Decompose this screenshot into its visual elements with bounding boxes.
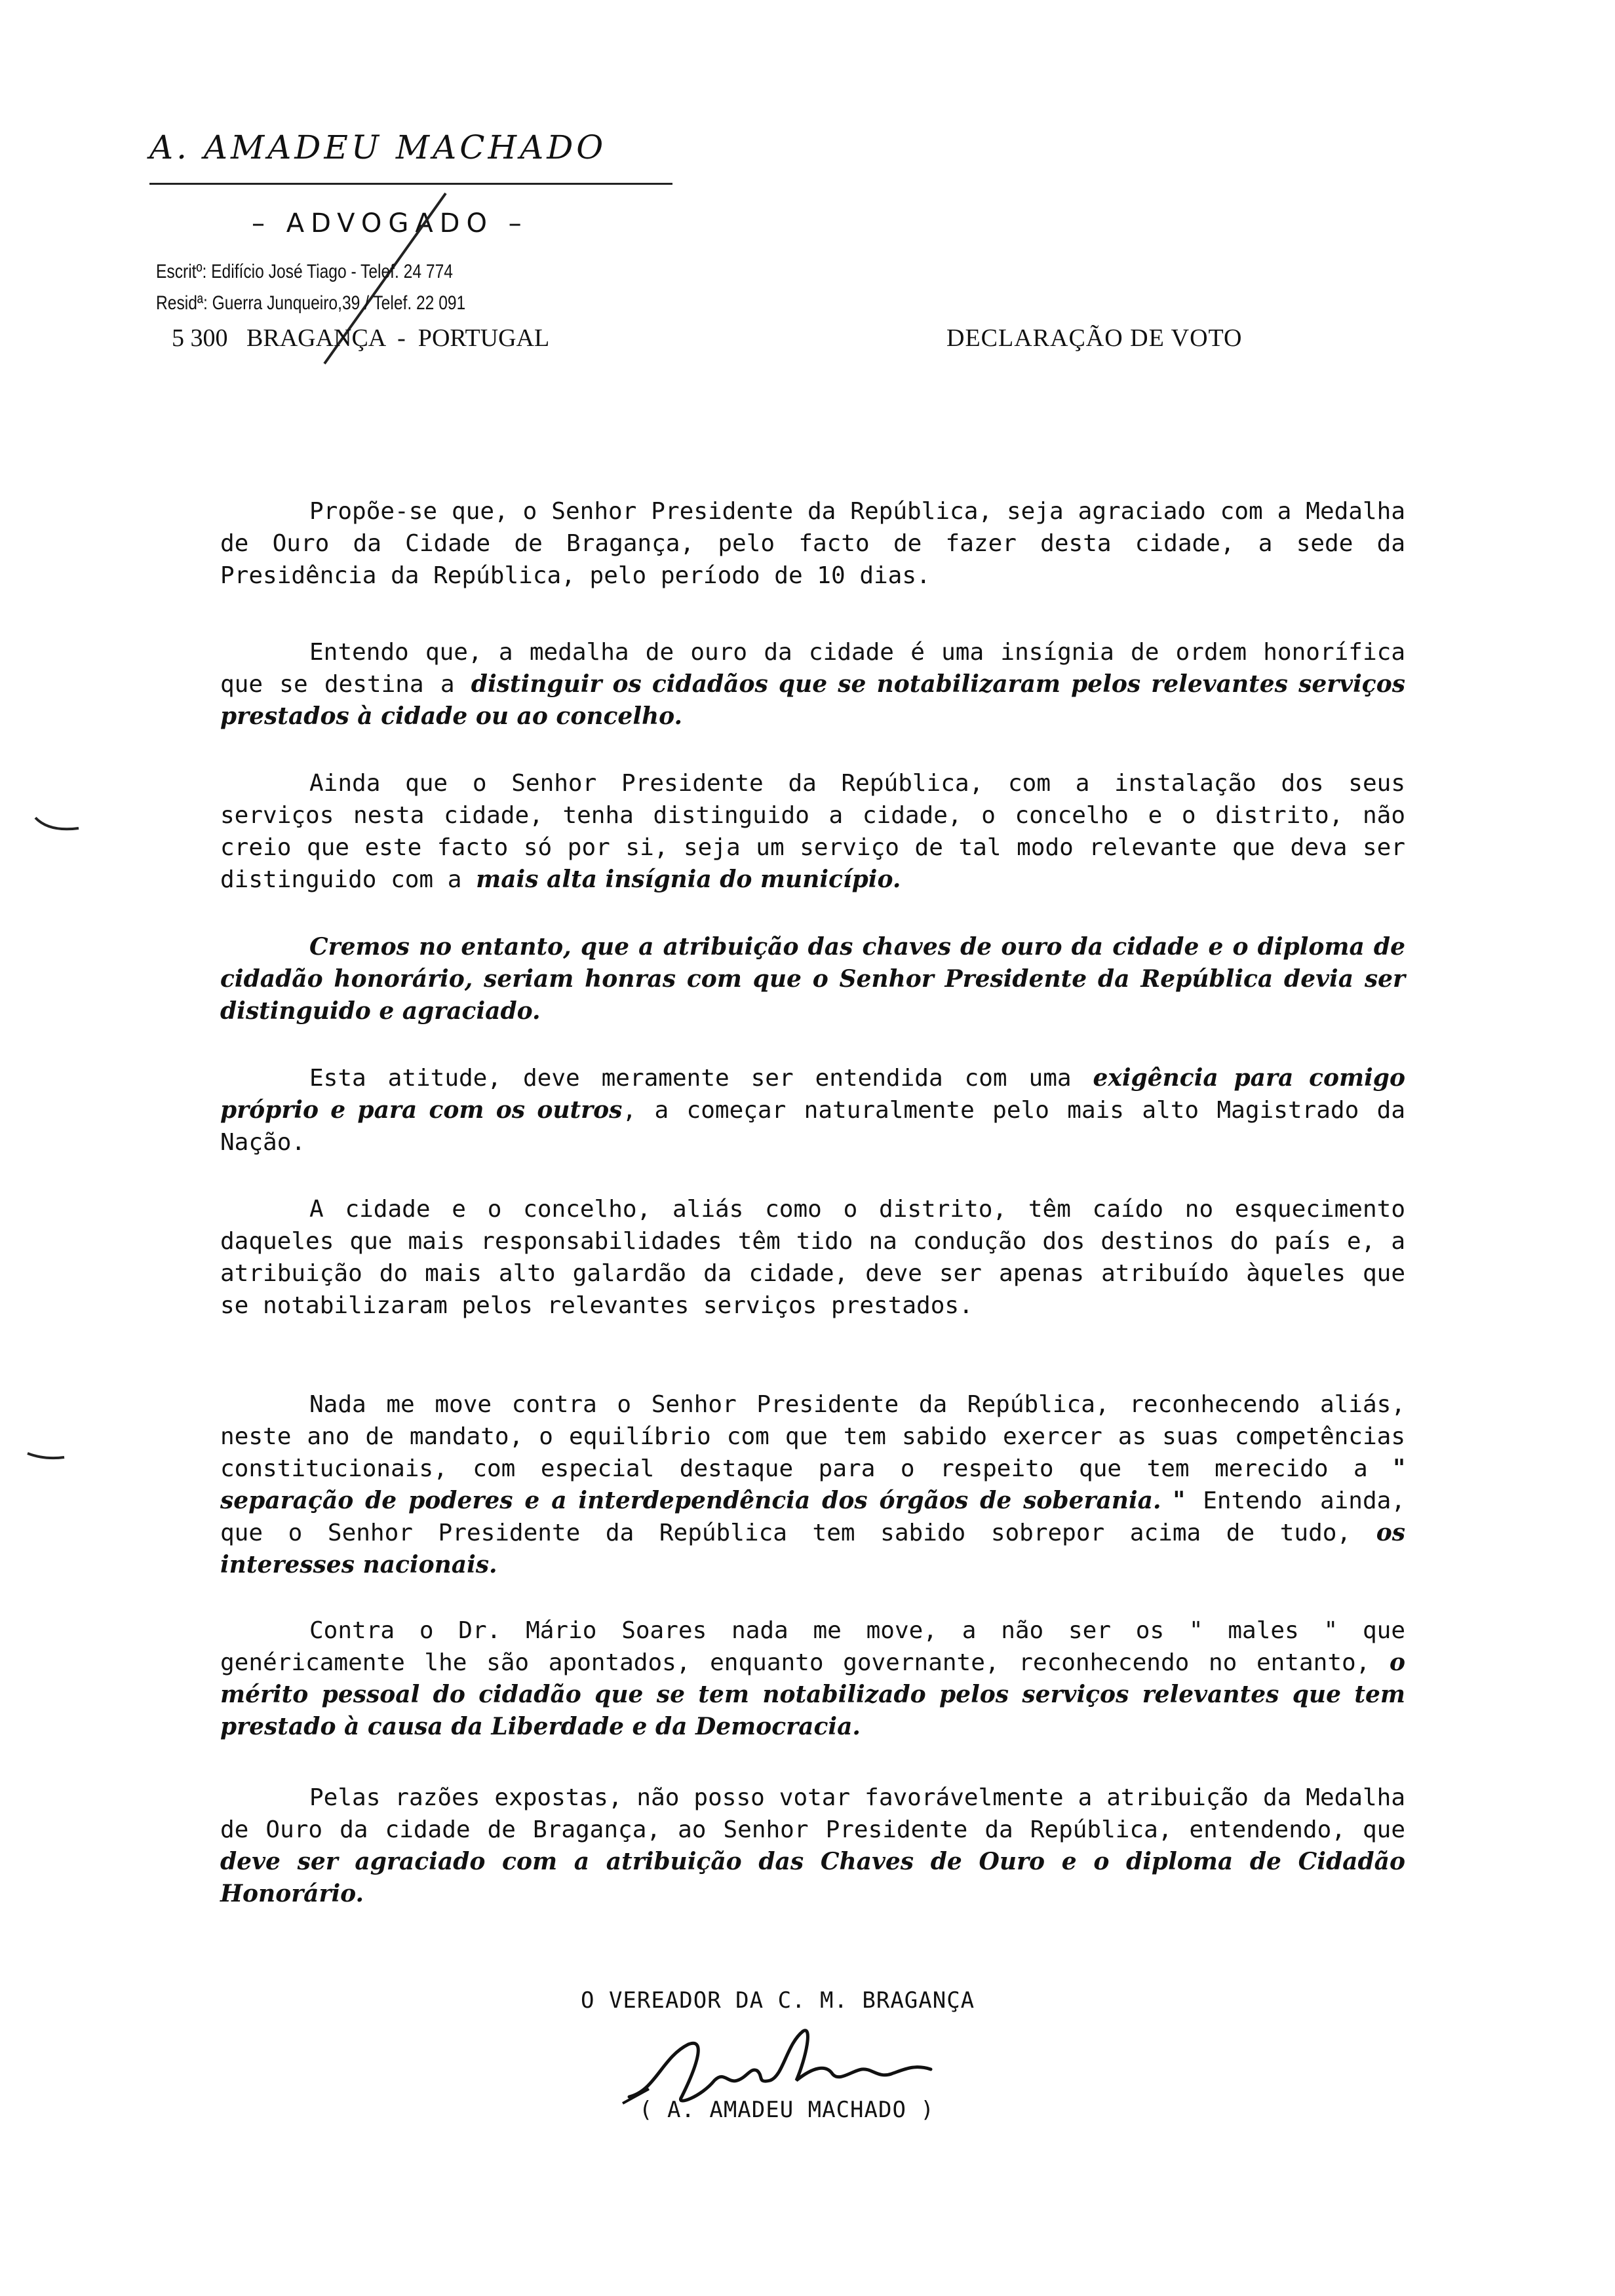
margin-tick-icon: [25, 1442, 77, 1468]
emphasized-text: Cremos no entanto, que a atribuição das chaves de ouro da cidade e o diploma de cidadão honorário, seriam honras com que o Senhor Presidente da República devia ser distinguido e agraciado.: [220, 933, 1405, 1025]
emphasized-text: o mérito pessoal do cidadão que se tem notabilizado pelos serviços relevantes que tem prestado à causa da Liberdade e da Democracia.: [220, 1649, 1405, 1740]
paragraph-5: [220, 1062, 1405, 1158]
letterhead-residence-line: Residª: Guerra Junqueiro,39 / Telef. 22 091: [156, 292, 466, 314]
paragraph-text: , a começar naturalmente pelo mais alto Magistrado da Nação.: [220, 1097, 1405, 1156]
emphasized-text: mais alta insígnia do município.: [476, 866, 901, 893]
emphasized-text: deve ser agraciado com a atribuição das Chaves de Ouro e o diploma de Cidadão Honorário.: [220, 1848, 1405, 1907]
signatory-name: ( A. AMADEU MACHADO ): [639, 2097, 935, 2123]
paragraph-2: [220, 636, 1405, 733]
paragraph-4: [220, 931, 1405, 1027]
margin-tick-icon: [33, 813, 85, 839]
paragraph-7: [220, 1388, 1405, 1581]
paragraph-text: A cidade e o concelho, aliás como o distrito, têm caído no esquecimento daqueles que mais responsabilidades têm tido na condução dos destinos do país e, a atribuição do mais alto galardão da cidade, deve ser apenas atribuído àqueles que se notabilizaram pelos relevantes serviços prestados.: [220, 1196, 1405, 1319]
paragraph-text: Nada me move contra o Senhor Presidente da República, reconhecendo aliás, neste ano de mandato, o equilíbrio com que tem sabido exercer as suas competências constitucionais, com especial destaque para o respeito que tem merecido a: [220, 1391, 1405, 1482]
letterhead-profession: – ADVOGADO –: [252, 208, 528, 239]
paragraph-1: [220, 495, 1405, 592]
paragraph-text: Pelas razões expostas, não posso votar favorávelmente a atribuição da Medalha de Ouro da cidade de Bragança, ao Senhor Presidente da República, entendendo, que: [220, 1784, 1405, 1843]
paragraph-6: [220, 1193, 1405, 1322]
paragraph-text: Esta atitude, deve meramente ser entendida com uma: [309, 1065, 1093, 1092]
letterhead-name: A. AMADEU MACHADO: [149, 128, 607, 166]
paragraph-8: [220, 1615, 1405, 1743]
letterhead-office-line: Escritº: Edifício José Tiago - Telef. 24 774: [156, 261, 453, 282]
paragraph-text: Contra o Dr. Mário Soares nada me move, a não ser os " males " que genéricamente lhe são apontados, enquanto governante, reconhecendo no entanto,: [220, 1617, 1405, 1676]
paragraph-text: Entendo que, a medalha de ouro da cidade é uma insígnia de ordem honorífica que se destina a: [220, 639, 1405, 698]
paragraph-9: [220, 1782, 1405, 1910]
emphasized-text: " separação de poderes e a interdependência dos órgãos de soberania. ": [220, 1455, 1405, 1514]
emphasized-text: os interesses nacionais.: [220, 1519, 1405, 1578]
letterhead-city-line: 5 300 BRAGANÇA - PORTUGAL: [172, 324, 550, 352]
emphasized-text: distinguir os cidadãos que se notabilizaram pelos relevantes serviços prestados à cidade ou ao concelho.: [220, 670, 1405, 730]
emphasized-text: exigência para comigo próprio e para com os outros: [220, 1064, 1405, 1124]
paragraph-3: [220, 767, 1405, 896]
document-title: DECLARAÇÃO DE VOTO: [946, 324, 1243, 352]
paragraph-text: Propõe-se que, o Senhor Presidente da República, seja agraciado com a Medalha de Ouro da Cidade de Bragança, pelo facto de fazer desta cidade, a sede da Presidência da República, pelo período de 10 dias.: [220, 498, 1405, 589]
letterhead-rule: [149, 183, 672, 185]
paragraph-text: Entendo ainda, que o Senhor Presidente da República tem sabido sobrepor acima de tudo,: [220, 1487, 1405, 1546]
signatory-role: O VEREADOR DA C. M. BRAGANÇA: [581, 1987, 975, 2014]
paragraph-text: Ainda que o Senhor Presidente da República, com a instalação dos seus serviços nesta cidade, tenha distinguido a cidade, o concelho e o distrito, não creio que este facto só por si, seja um serviço de tal modo relevante que deva ser distinguido com a: [220, 770, 1405, 893]
